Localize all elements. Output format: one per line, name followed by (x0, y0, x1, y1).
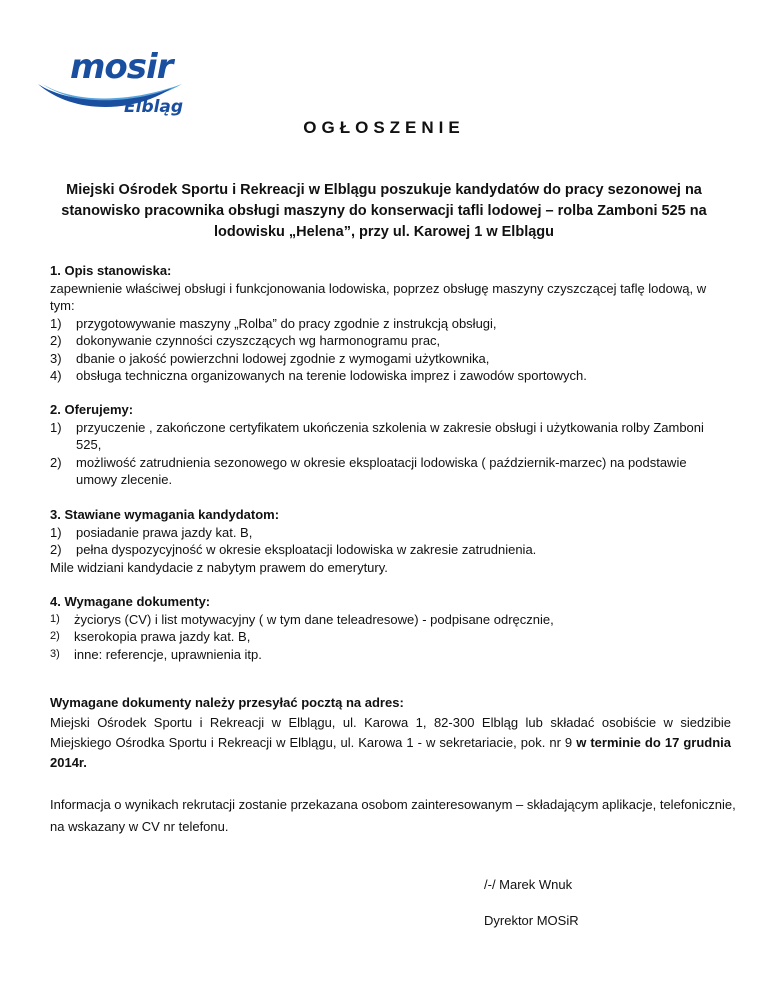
signature-name: /-/ Marek Wnuk (484, 877, 573, 892)
section-documents (50, 593, 730, 663)
list-number: 3) (50, 647, 60, 660)
list-text: posiadanie prawa jazdy kat. B, (76, 524, 253, 540)
list-item (50, 541, 730, 559)
list-number: 1) (50, 612, 60, 625)
signature-role: Dyrektor MOSiR (484, 913, 579, 928)
submission-address: Miejski Ośrodek Sportu i Rekreacji w Elblągu, ul. Karowa 1, 82-300 Elbląg lub składać osobiście w siedzibie Miejskiego Ośrodka Sportu i Rekreacji w Elblągu, ul. Karowa 1 - w sekretariacie, pok. nr 9 (50, 715, 731, 750)
section-job-description (50, 262, 730, 385)
list-number: 2) (50, 454, 62, 470)
list-text: obsługa techniczna organizowanych na terenie lodowiska imprez i zawodów sportowych. (76, 368, 587, 383)
section-title: 2. Oferujemy: (50, 402, 134, 417)
list-item (50, 350, 730, 368)
logo-brand-text: mosir (70, 47, 173, 87)
section-title: 4. Wymagane dokumenty: (50, 594, 211, 609)
section-title: 1. Opis stanowiska: (50, 263, 172, 278)
list-text: możliwość zatrudnienia sezonowego w okresie eksploatacji lodowiska ( październik-marzec) na podstawie umowy zlecenie. (76, 454, 687, 487)
list-item (50, 315, 730, 333)
submission-heading: Wymagane dokumenty należy przesyłać pocztą na adres: (50, 695, 404, 710)
mosir-logo (32, 44, 198, 120)
submission-block (50, 693, 731, 773)
list-text: kserokopia prawa jazdy kat. B, (74, 629, 251, 644)
list-item (50, 419, 730, 454)
section-intro: zapewnienie właściwej obsługi i funkcjonowania lodowiska, poprzez obsługę maszyny czyszczącej taflę lodową, w tym: (50, 280, 707, 313)
list-text: dbanie o jakość powierzchni lodowej zgodnie z wymogami użytkownika, (76, 350, 490, 366)
section-requirements (50, 506, 730, 576)
logo-city-text: Elbląg (124, 97, 184, 117)
list-item (50, 454, 730, 489)
list-number: 4) (50, 368, 62, 383)
section-offer (50, 401, 730, 489)
submission-deadline: w terminie do 17 grudnia 2014r. (50, 735, 731, 770)
list-text: życiorys (CV) i list motywacyjny ( w tym dane teleadresowe) - podpisane odręcznie, (74, 611, 554, 627)
list-item (50, 628, 730, 646)
list-text: przyuczenie , zakończone certyfikatem ukończenia szkolenia w zakresie obsługi i użytkowania rolby Zamboni 525, (76, 419, 704, 452)
list-number: 2) (50, 542, 62, 557)
page-title: OGŁOSZENIE (303, 118, 465, 137)
list-text: pełna dyspozycyjność w okresie eksploatacji lodowiska w zakresie zatrudnienia. (76, 542, 537, 557)
list-number: 2) (50, 333, 62, 348)
list-text: dokonywanie czynności czyszczących wg harmonogramu prac, (76, 333, 441, 348)
list-number: 1) (50, 524, 62, 540)
list-number: 2) (50, 630, 60, 642)
list-item (50, 611, 730, 629)
list-item (50, 646, 730, 664)
list-number: 1) (50, 419, 62, 435)
announcement-headline: Miejski Ośrodek Sportu i Rekreacji w Elblągu poszukuje kandydatów do pracy sezonowej na stanowisko pracownika obsługi maszyny do konserwacji tafli lodowej – rolba Zamboni 525 na lodowisku „Helena”, przy ul. Karowej 1 w Elblągu (61, 182, 707, 240)
list-number: 3) (50, 350, 62, 366)
list-item (50, 524, 730, 542)
list-number: 1) (50, 315, 62, 331)
list-item (50, 332, 730, 350)
list-text: inne: referencje, uprawnienia itp. (74, 646, 262, 662)
recruitment-info: Informacja o wynikach rekrutacji zostanie przekazana osobom zainteresowanym – składającym aplikacje, telefonicznie, na wskazany w CV nr telefonu. (50, 797, 736, 834)
section-title: 3. Stawiane wymagania kandydatom: (50, 507, 280, 522)
list-text: przygotowywanie maszyny „Rolba” do pracy zgodnie z instrukcją obsługi, (76, 315, 497, 331)
submission-text (50, 713, 731, 773)
list-item (50, 367, 730, 385)
section-note: Mile widziani kandydacie z nabytym prawem do emerytury. (50, 559, 388, 575)
